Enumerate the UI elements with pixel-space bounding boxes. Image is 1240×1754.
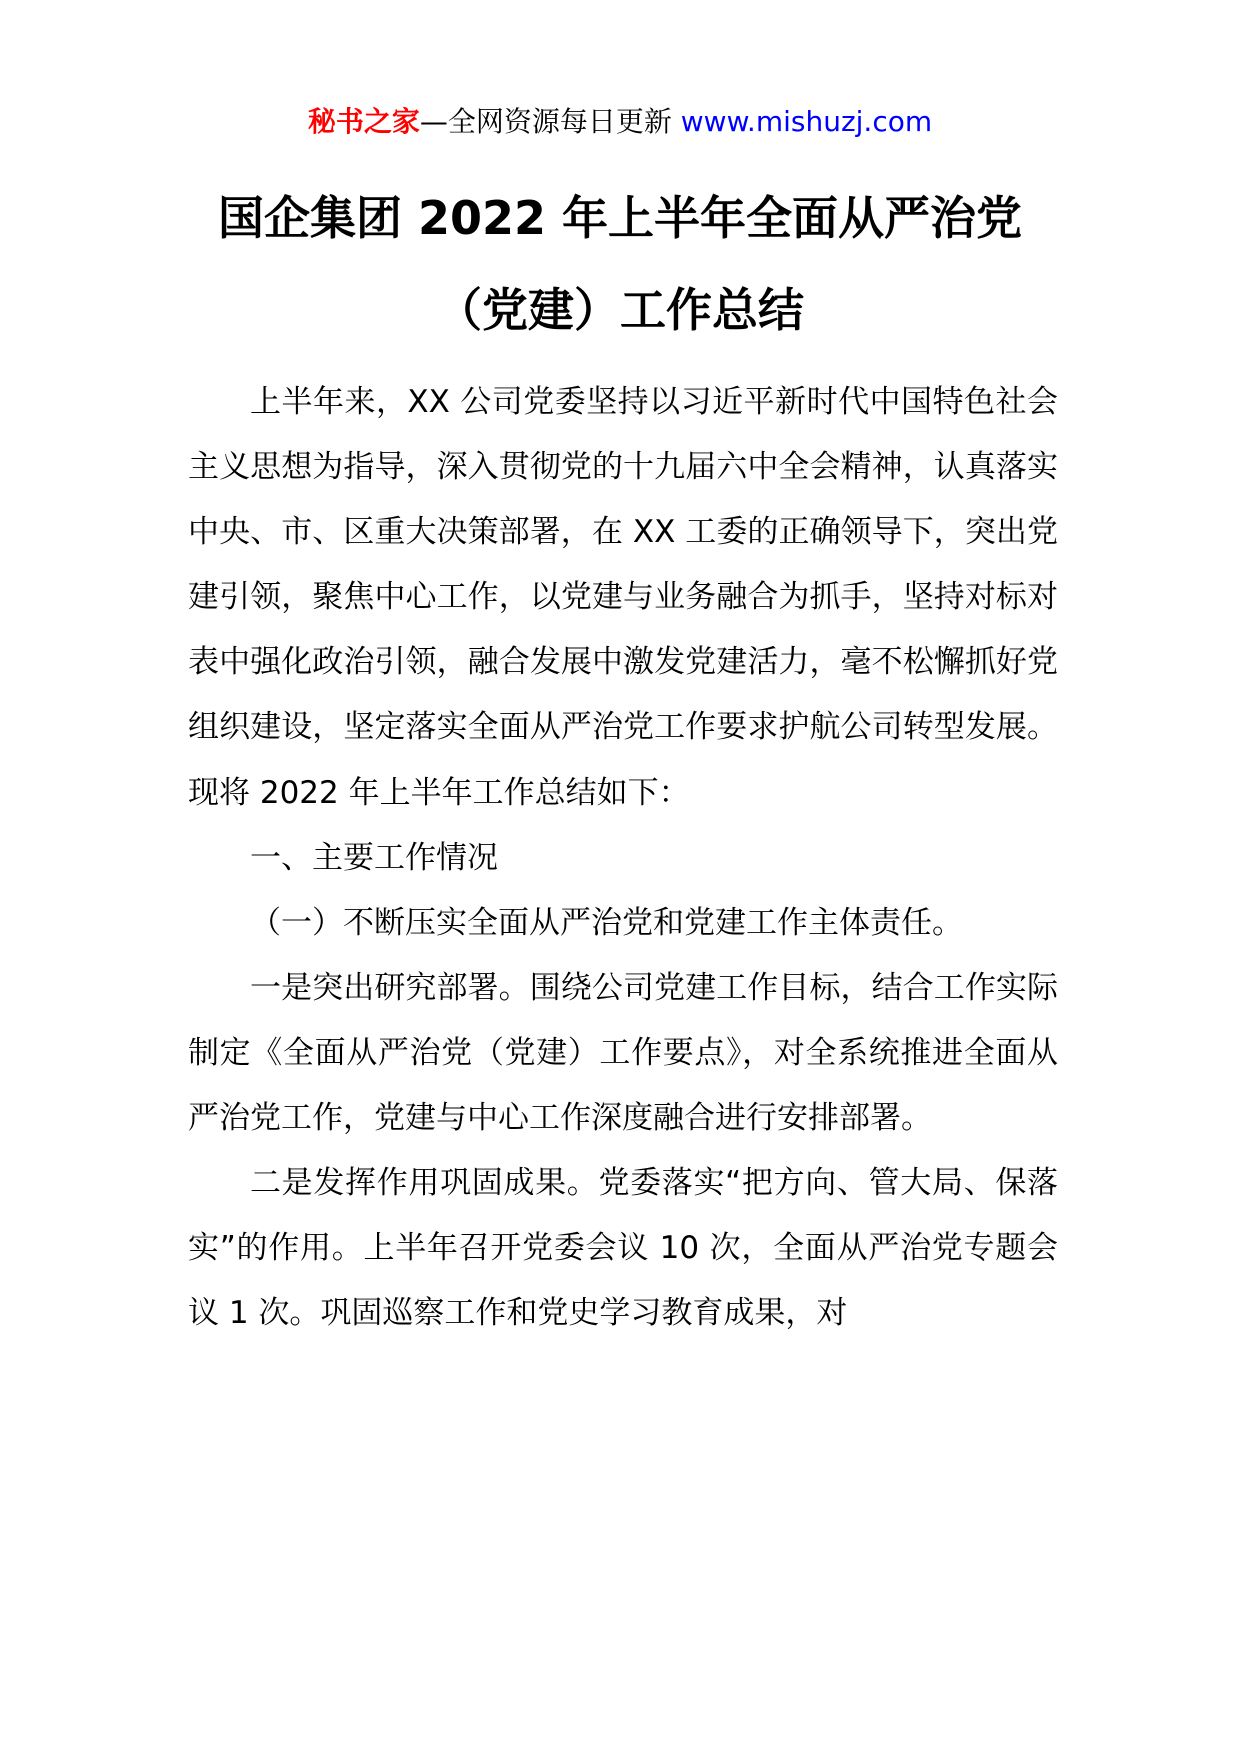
paragraph-point-2: 二是发挥作用巩固成果。党委落实“把方向、管大局、保落实”的作用。上半年召开党委会议 10 次，全面从严治党专题会议 1 次。巩固巡察工作和党史学习教育成果，对 xyxy=(188,1165,1058,1332)
site-url-link[interactable]: www.mishuzj.com xyxy=(680,105,933,138)
site-name: 秘书之家 xyxy=(307,105,420,138)
section-heading: 一、主要工作情况 xyxy=(250,839,498,876)
site-tagline: —全网资源每日更新 xyxy=(419,105,681,138)
document-body xyxy=(188,370,1058,1346)
subsection-heading: （一）不断压实全面从严治党和党建工作主体责任。 xyxy=(250,904,963,941)
paragraph-intro: 上半年来，XX 公司党委坚持以习近平新时代中国特色社会主义思想为指导，深入贯彻党的十九届六中全会精神，认真落实中央、市、区重大决策部署，在 XX 工委的正确领导下，突出党建引领，聚焦中心工作，以党建与业务融合为抓手，坚持对标对表中强化政治引领，融合发展中激发党建活力，毫不松懈抓好党组织建设，坚定落实全面从严治党工作要求护航公司转型发展。现将 2022 年上半年工作总结如下： xyxy=(188,384,1058,811)
document-title-line-2: （党建）工作总结 xyxy=(436,283,804,337)
site-header xyxy=(0,102,1240,142)
document-title-line-1: 国企集团 2022 年上半年全面从严治党 xyxy=(217,191,1023,245)
paragraph-point-1: 一是突出研究部署。围绕公司党建工作目标，结合工作实际制定《全面从严治党（党建）工作要点》，对全系统推进全面从严治党工作，党建与中心工作深度融合进行安排部署。 xyxy=(188,969,1058,1137)
